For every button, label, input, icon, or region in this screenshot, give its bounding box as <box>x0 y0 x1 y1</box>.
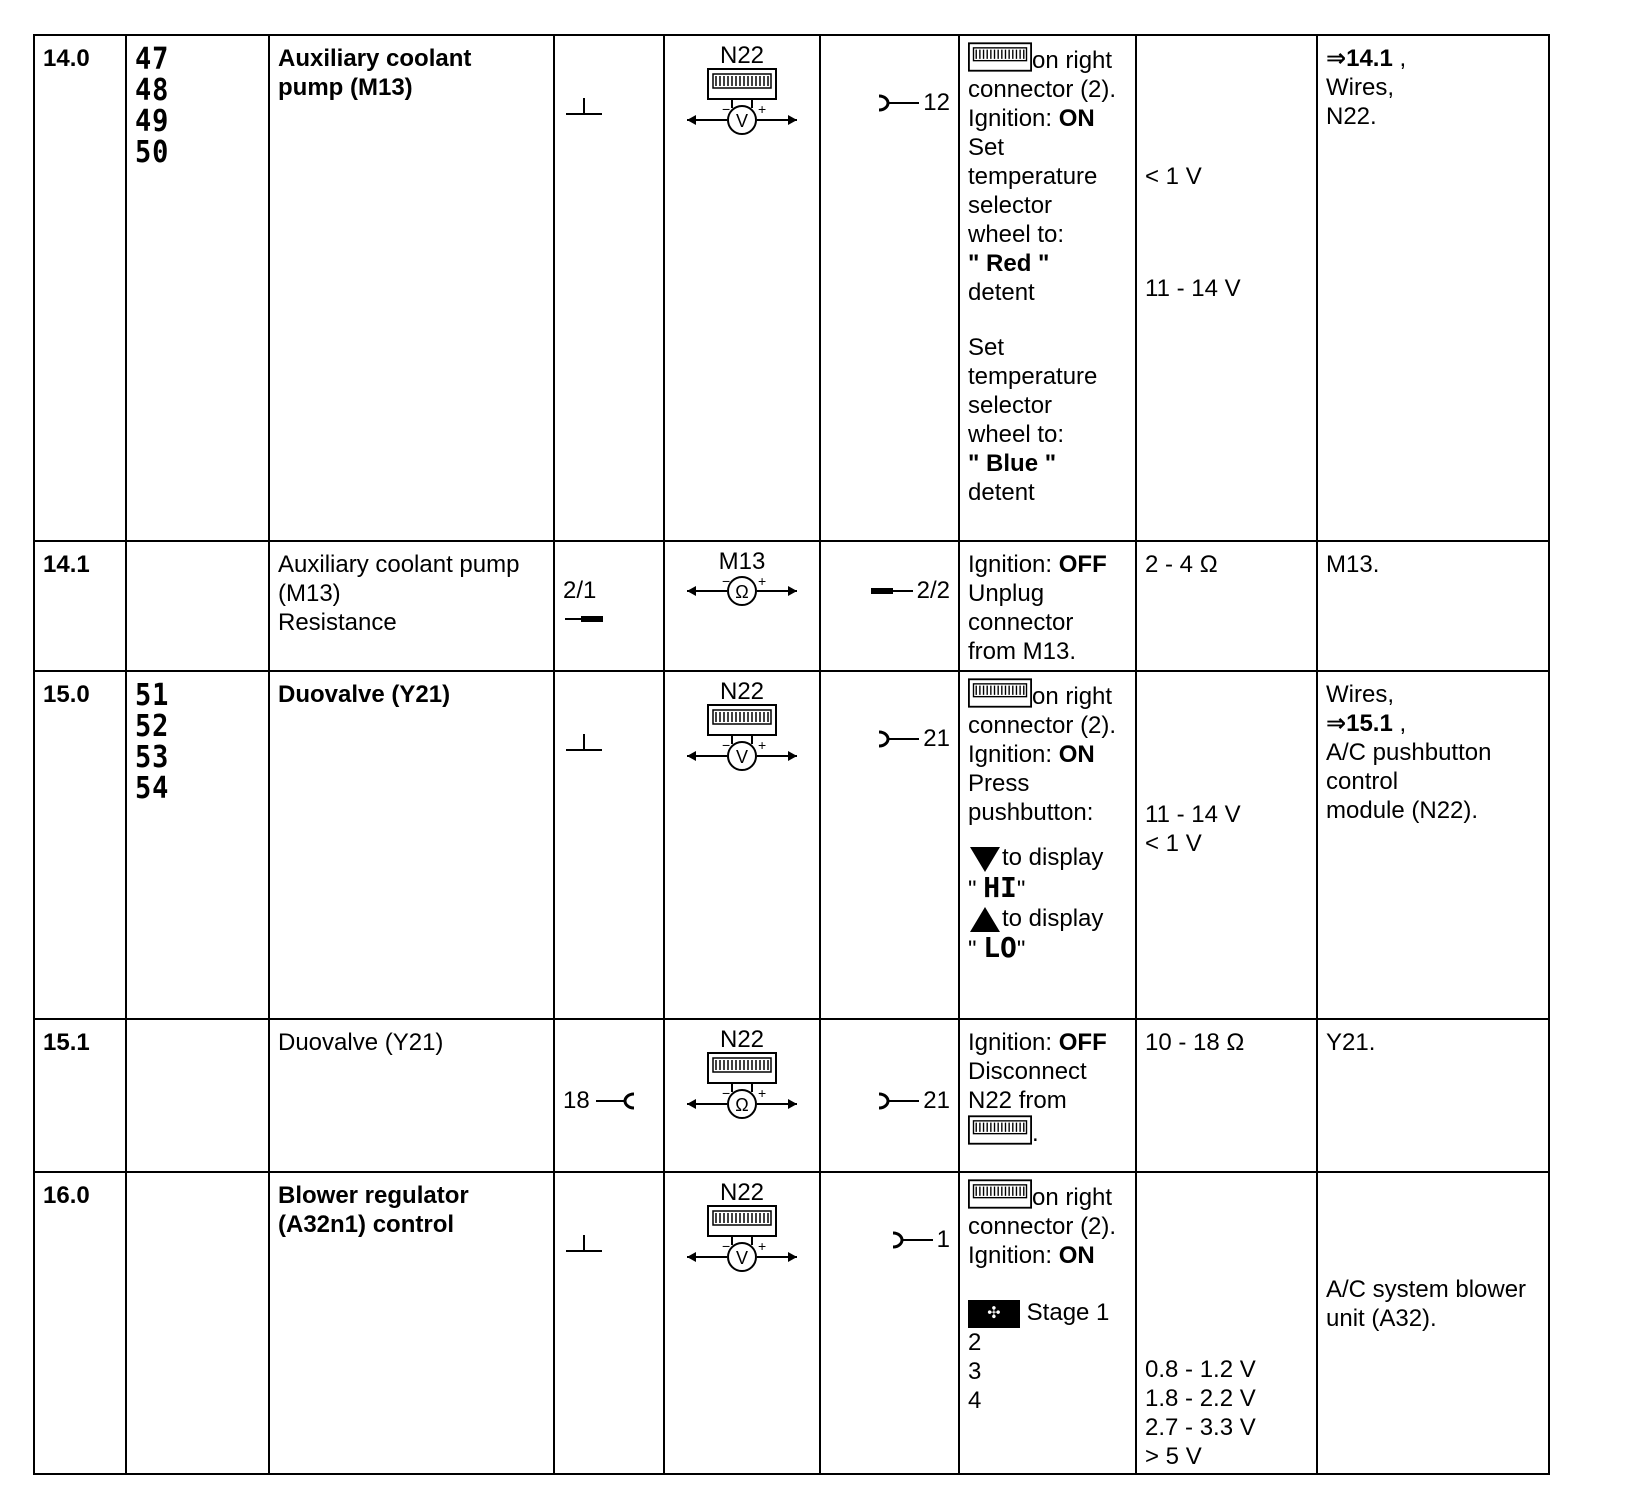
component-name <box>269 1172 554 1474</box>
table-row <box>34 1019 1549 1172</box>
ohmmeter-icon <box>682 574 802 608</box>
pin-number: 2/1 <box>563 577 597 604</box>
display-hi: HI <box>983 870 1017 904</box>
svg-text:+: + <box>758 737 767 753</box>
ground-cell <box>554 35 664 541</box>
condition-line: Set <box>968 134 1005 161</box>
meter-cell <box>664 1019 820 1172</box>
svg-text:−: − <box>722 573 731 589</box>
meter-symbol: Ω <box>735 582 749 602</box>
component-line: pump (M13) <box>278 74 413 101</box>
condition-line: selector <box>968 192 1053 219</box>
svg-text:−: − <box>722 737 731 753</box>
meter-cell <box>664 35 820 541</box>
component-line: (A32n1) control <box>278 1211 455 1238</box>
table-row <box>34 541 1549 671</box>
step-number: 15.1 <box>34 1019 126 1172</box>
fault-codes <box>126 541 269 671</box>
svg-text:+: + <box>758 101 767 117</box>
component-name <box>269 35 554 541</box>
arrow-up-icon <box>968 905 1002 933</box>
diagnostic-table <box>33 34 1550 1475</box>
fault-codes <box>126 671 269 1019</box>
remedy-line: unit (A32). <box>1326 1305 1437 1332</box>
pin-number: 2/2 <box>916 577 950 604</box>
condition-line: temperature <box>968 163 1098 190</box>
pin-cell <box>820 671 959 1019</box>
step-reference-link[interactable]: ⇒15.1 <box>1326 710 1393 737</box>
display-lo: LO <box>983 931 1017 965</box>
stage-line: 3 <box>968 1357 982 1385</box>
ground-icon <box>563 1233 655 1262</box>
ignition-value: ON <box>1058 1242 1095 1269</box>
component-line: Duovalve (Y21) <box>278 681 451 708</box>
step-reference-link[interactable]: ⇒14.1 <box>1326 45 1393 72</box>
remedy-line: A/C system blower <box>1326 1276 1527 1303</box>
svg-text:−: − <box>722 101 731 117</box>
value-line: < 1 V <box>1145 830 1202 857</box>
fault-code: 50 <box>135 135 170 170</box>
ground-icon <box>563 96 655 125</box>
condition-text: to display <box>1002 904 1104 932</box>
meter-label: N22 <box>719 1179 765 1206</box>
condition-text: on right connector (2). <box>968 47 1117 103</box>
condition-line: Unplug <box>968 580 1045 607</box>
svg-text:+: + <box>758 1238 767 1254</box>
stage-line: 2 <box>968 1328 982 1356</box>
meter-symbol: V <box>735 1248 749 1268</box>
fault-codes <box>126 1172 269 1474</box>
pin-socket-icon <box>875 729 921 749</box>
table-row <box>34 671 1549 1019</box>
pin-number: 18 <box>563 1087 590 1114</box>
plug-pin-icon <box>869 583 915 599</box>
remedy-line: N22. <box>1326 103 1377 130</box>
nominal-value <box>1136 35 1317 541</box>
fault-code: 53 <box>135 740 170 775</box>
ignition-label: Ignition: <box>968 741 1059 768</box>
component-line: Duovalve (Y21) <box>278 1029 444 1056</box>
condition-line: Disconnect <box>968 1058 1087 1085</box>
component-line: Blower regulator <box>278 1182 469 1209</box>
ohmmeter-connector-icon <box>682 1052 802 1122</box>
meter-label: N22 <box>719 1026 765 1053</box>
nominal-value: 2 - 4 Ω <box>1136 541 1317 671</box>
value-line: 11 - 14 V <box>1145 801 1241 828</box>
svg-text:+: + <box>758 573 767 589</box>
pin-number: 12 <box>923 89 950 116</box>
fault-codes <box>126 35 269 541</box>
condition-text: Stage 1 <box>1026 1299 1110 1326</box>
table-row <box>34 1172 1549 1474</box>
voltmeter-connector-icon <box>682 704 802 774</box>
fault-code: 47 <box>135 42 170 77</box>
meter-symbol: V <box>735 111 749 131</box>
ignition-label: Ignition: <box>968 105 1059 132</box>
step-number: 14.0 <box>34 35 126 541</box>
step-number: 16.0 <box>34 1172 126 1474</box>
table-row <box>34 35 1549 541</box>
fault-code: 48 <box>135 73 170 108</box>
ground-cell <box>554 1172 664 1474</box>
condition-text: to display <box>1002 844 1104 871</box>
condition-line: from M13. <box>968 638 1077 665</box>
condition-text: on right connector (2). <box>968 683 1117 739</box>
condition-line: pushbutton: <box>968 799 1094 826</box>
remedy-line: module (N22). <box>1326 797 1479 824</box>
nominal-value <box>1136 1172 1317 1474</box>
component-line: Auxiliary coolant pump <box>278 551 520 578</box>
connector-icon <box>968 1115 1032 1145</box>
remedy: ⇒14.1 , Wires, N22. <box>1317 35 1549 541</box>
remedy-line: Wires, <box>1326 681 1394 708</box>
stage-line: 4 <box>968 1386 982 1414</box>
remedy <box>1317 1172 1549 1474</box>
component-name <box>269 541 554 671</box>
test-condition: on right connector (2). Ignition: ON Press pushbutton: to display " HI" to display " LO" <box>959 671 1136 1019</box>
condition-line: wheel to: <box>968 421 1065 448</box>
remedy-line: A/C pushbutton <box>1326 739 1492 766</box>
connector-icon <box>968 1179 1032 1209</box>
test-condition: Ignition: OFF Disconnect N22 from . <box>959 1019 1136 1172</box>
pin-left-cell <box>554 1019 664 1172</box>
meter-label: N22 <box>719 678 765 705</box>
pin-number: 21 <box>923 725 950 752</box>
ignition-value: ON <box>1058 105 1095 132</box>
blower-fan-icon: ✣ <box>968 1300 1020 1328</box>
pin-cell <box>820 1172 959 1474</box>
pin-socket-icon <box>889 1230 935 1250</box>
component-line: Resistance <box>278 609 397 636</box>
ignition-value: OFF <box>1058 1029 1107 1056</box>
condition-line: " Red " <box>968 250 1050 277</box>
condition-line: Press <box>968 770 1030 797</box>
ground-cell <box>554 671 664 1019</box>
pin-socket-icon <box>592 1091 638 1111</box>
remedy-line: Wires, <box>1326 74 1394 101</box>
pin-cell <box>820 541 959 671</box>
value-line: 0.8 - 1.2 V <box>1145 1356 1256 1383</box>
remedy: Y21. <box>1317 1019 1549 1172</box>
svg-text:+: + <box>758 1085 767 1101</box>
pin-socket-icon <box>875 1091 921 1111</box>
nominal-value <box>1136 671 1317 1019</box>
meter-symbol: Ω <box>735 1095 749 1115</box>
value-line: > 5 V <box>1145 1443 1202 1470</box>
meter-label: N22 <box>719 42 765 69</box>
remedy-line: control <box>1326 768 1399 795</box>
pin-number: 21 <box>923 1087 950 1114</box>
ignition-label: Ignition: <box>968 551 1059 578</box>
ignition-value: ON <box>1058 741 1095 768</box>
ground-icon <box>563 732 655 761</box>
value-line: 1.8 - 2.2 V <box>1145 1385 1256 1412</box>
remedy: M13. <box>1317 541 1549 671</box>
fault-code: 52 <box>135 709 170 744</box>
test-condition <box>959 35 1136 541</box>
voltmeter-connector-icon <box>682 1205 802 1275</box>
fault-codes <box>126 1019 269 1172</box>
step-number: 14.1 <box>34 541 126 671</box>
component-name <box>269 671 554 1019</box>
meter-cell <box>664 1172 820 1474</box>
condition-line: detent <box>968 479 1035 506</box>
component-line: Auxiliary coolant <box>278 45 472 72</box>
pin-left-cell <box>554 541 664 671</box>
condition-line: N22 from <box>968 1087 1067 1114</box>
remedy: Wires, ⇒15.1 , A/C pushbutton control module (N22). <box>1317 671 1549 1019</box>
test-condition <box>959 1172 1136 1474</box>
condition-line: " Blue " <box>968 450 1057 477</box>
component-name <box>269 1019 554 1172</box>
voltmeter-connector-icon <box>682 68 802 138</box>
condition-line: detent <box>968 279 1035 306</box>
connector-icon <box>968 678 1032 708</box>
pin-cell <box>820 35 959 541</box>
ignition-label: Ignition: <box>968 1029 1059 1056</box>
condition-line: connector <box>968 609 1074 636</box>
meter-label: M13 <box>718 548 766 575</box>
svg-text:−: − <box>722 1085 731 1101</box>
condition-line: selector <box>968 392 1053 419</box>
condition-text: on right connector (2). <box>968 1184 1117 1240</box>
ignition-label: Ignition: <box>968 1242 1059 1269</box>
meter-symbol: V <box>735 747 749 767</box>
svg-text:−: − <box>722 1238 731 1254</box>
value-line: 2.7 - 3.3 V <box>1145 1414 1256 1441</box>
fault-code: 49 <box>135 104 170 139</box>
component-line: (M13) <box>278 580 341 607</box>
arrow-down-icon <box>968 845 1002 873</box>
step-number: 15.0 <box>34 671 126 1019</box>
nominal-value: 10 - 18 Ω <box>1136 1019 1317 1172</box>
pin-socket-icon <box>875 93 921 113</box>
value-line: 11 - 14 V <box>1145 275 1241 302</box>
fault-code: 54 <box>135 771 170 806</box>
test-condition <box>959 541 1136 671</box>
pin-cell <box>820 1019 959 1172</box>
condition-line: temperature <box>968 363 1098 390</box>
plug-pin-icon <box>563 611 609 627</box>
condition-line: Set <box>968 334 1005 361</box>
pin-number: 1 <box>936 1226 950 1253</box>
connector-icon <box>968 42 1032 72</box>
meter-cell <box>664 541 820 671</box>
ignition-value: OFF <box>1058 551 1107 578</box>
value-line: < 1 V <box>1145 163 1202 190</box>
meter-cell <box>664 671 820 1019</box>
condition-line: wheel to: <box>968 221 1065 248</box>
fault-code: 51 <box>135 678 170 713</box>
